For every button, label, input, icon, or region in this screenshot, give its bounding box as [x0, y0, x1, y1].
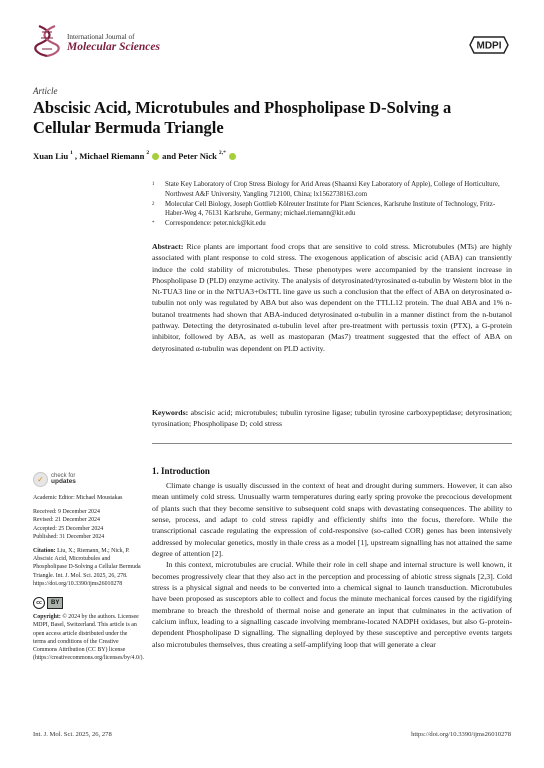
copyright: [33, 613, 144, 662]
journal-logo-icon: [33, 24, 63, 58]
affiliation-item: [152, 200, 512, 220]
academic-editor: Academic Editor: Michael Moustakas: [33, 495, 123, 501]
affiliation-number: 2: [152, 201, 155, 207]
author-affil-mark: 2,*: [218, 150, 226, 156]
orcid-icon[interactable]: [152, 153, 159, 160]
abstract-label: Abstract:: [152, 242, 184, 251]
author-affil-mark: 1: [70, 150, 73, 156]
article-info-sidebar: [33, 494, 144, 662]
article-title: Abscisic Acid, Microtubules and Phospholipase D-Solving a Cellular Bermuda Triangle: [33, 98, 452, 137]
citation-text[interactable]: Liu, X.; Riemann, M.; Nick, P. Abscisic Acid, Microtubules and Phospholipase D-Solving a Cellular Bermuda Triangle. Int. J. Mol. Sci. 2025, 26, 278. https://doi.org/10.3390/ijms26010278: [33, 548, 141, 587]
citation: [33, 547, 141, 588]
cc-icon: cc: [33, 597, 45, 609]
keywords-text: abscisic acid; microtubules; tubulin tyrosine ligase; tubulin tyrosine carboxypeptidase; detyrosination; tyrosination; Phospholipase D; cold stress: [152, 408, 513, 429]
keywords-label: Keywords:: [152, 408, 189, 417]
author-list: [33, 151, 237, 161]
affiliation-text: Molecular Cell Biology, Joseph Gottlieb Kölreuter Institute for Plant Sciences, Karlsruhe Institute of Technology, Fritz-Haber-Weg 4, 76131 Karlsruhe, Germany; michael.riemann@kit.edu: [165, 200, 496, 218]
check-line-2: updates: [51, 478, 76, 485]
author-name[interactable]: Xuan Liu: [33, 151, 69, 161]
orcid-icon[interactable]: [229, 153, 236, 160]
cc-by-badge[interactable]: [33, 597, 141, 609]
affiliation-item: [152, 180, 512, 200]
section-heading: 1. Introduction: [152, 466, 210, 476]
check-line-1: check for: [51, 472, 76, 479]
footer-citation: Int. J. Mol. Sci. 2025, 26, 278: [33, 731, 112, 738]
footer-doi-link[interactable]: https://doi.org/10.3390/ijms26010278: [411, 731, 511, 738]
by-icon: BY: [47, 597, 63, 609]
correspondence-text[interactable]: Correspondence: peter.nick@kit.edu: [165, 220, 266, 228]
journal-name: Molecular Sciences: [67, 41, 160, 53]
section-divider: [152, 443, 512, 444]
received-date: Received: 9 December 2024: [33, 509, 100, 516]
accepted-date: Accepted: 25 December 2024: [33, 525, 104, 532]
paragraph: Climate change is usually discussed in the context of heat and drought during summers. However, it can also mean untimely cold stress. Unusually warm temperatures during early spring provoke the precocious development of plants such that they become sensitive to subsequent cold snaps with devastating consequences. The ability to sense, process, and adapt to cold stress rapidly and efficiently shifts into the focus, therefore. While the transcriptional cascade regulating the expression of cold-responsive (so-called COR) genes has been intensively addressed by molecular genetics, mostly in thale cress as a model [1], upstream signalling has not attained the same degree of attention [2].: [152, 481, 512, 559]
abstract: [152, 241, 512, 354]
paragraph: In this context, microtubules are crucial. While their role in cell shape and internal structure is well known, it becomes progressively clear that they also act in the perception and processing of abiotic stress signals [2,3]. Cold stress is a physical signal and needs to be converted into a chemical signal to launch transduction. Microtubules have been proposed as susceptors able to collect and focus the minute mechanical forces caused by the rigidifying membrane to breach the threshold of thermal noise and generate an input that culminates in the activation of calcium influx, leading to a signalling cascade involving membrane-located NADPH oxidases, but also G-protein-dependent Phospholipase D signalling. The signalling deployed by these susceptive and perceptive events targets also microtubules themselves, thus creating a self-amplifying loop that will generate a clear: [152, 560, 512, 649]
affiliations: [152, 180, 512, 229]
body-text: [152, 480, 512, 650]
correspondence-item: [152, 219, 512, 229]
journal-prefix: International Journal of: [67, 33, 135, 41]
affiliation-number: *: [152, 221, 155, 227]
check-updates-icon: ✓: [33, 472, 48, 487]
published-date: Published: 31 December 2024: [33, 533, 105, 540]
citation-label: Citation:: [33, 548, 56, 555]
abstract-text: Rice plants are important food crops that are sensitive to cold stress. Microtubules (MTs) are highly associated with plant response to cold stress. The exogenous application of abscisic acid (ABA) can transiently induce the cold stability of microtubules. These phenotypes were accompanied by the transient increase in Phospholipase D (PLD) enzyme activity. The analysis of detyrosinated/tyrosinated α-tubulin by Western blot in the Nt-TUA3 line or in the NtTUA3+OsTTL line gave us such a conclusion that the effect of ABA on detyrosinated α-tubulin not only was regulated by ABA but also was dependent on the TTLL12 protein. The dual ABA and 1% n-butanol treatments had shown that ABA-induced detyrosinated α-tubulin in a manner distinct from the n-butanol pathway. Detecting the detyrosinated α-tubulin level after pre-treatment with pertussis toxin (PTX), a G-protein inhibitor, followed by ABA, as well as mastoparan (Mas7) treatment suggested that the effect of ABA on detyrosinated α-tubulin was dependent on PLD activity.: [152, 242, 513, 353]
copyright-text: © 2024 by the authors. Licensee MDPI, Basel, Switzerland. This article is an open access article distributed under the terms and conditions of the Creative Commons Attribution (CC BY) license (https://creativecommons.org/licenses/by/4.0/).: [33, 614, 144, 662]
check-for-updates-button[interactable]: [33, 470, 88, 488]
check-updates-label: [51, 473, 76, 486]
keywords: [152, 407, 512, 430]
article-type: Article: [33, 86, 58, 96]
author-name[interactable]: , Michael Riemann: [74, 151, 145, 161]
mdpi-logo-icon: [466, 34, 512, 56]
revised-date: Revised: 21 December 2024: [33, 517, 100, 524]
author-affil-mark: 2: [146, 150, 150, 156]
copyright-label: Copyright:: [33, 614, 61, 621]
affiliation-number: 1: [152, 182, 155, 187]
affiliation-text: State Key Laboratory of Crop Stress Biology for Arid Areas (Shaanxi Key Laboratory of Apple), College of Horticulture, Northwest A&F University, Yangling 712100, China; lx1562738163.com: [165, 181, 500, 198]
author-name[interactable]: and Peter Nick: [162, 151, 217, 161]
publisher-name: MDPI: [476, 40, 502, 52]
